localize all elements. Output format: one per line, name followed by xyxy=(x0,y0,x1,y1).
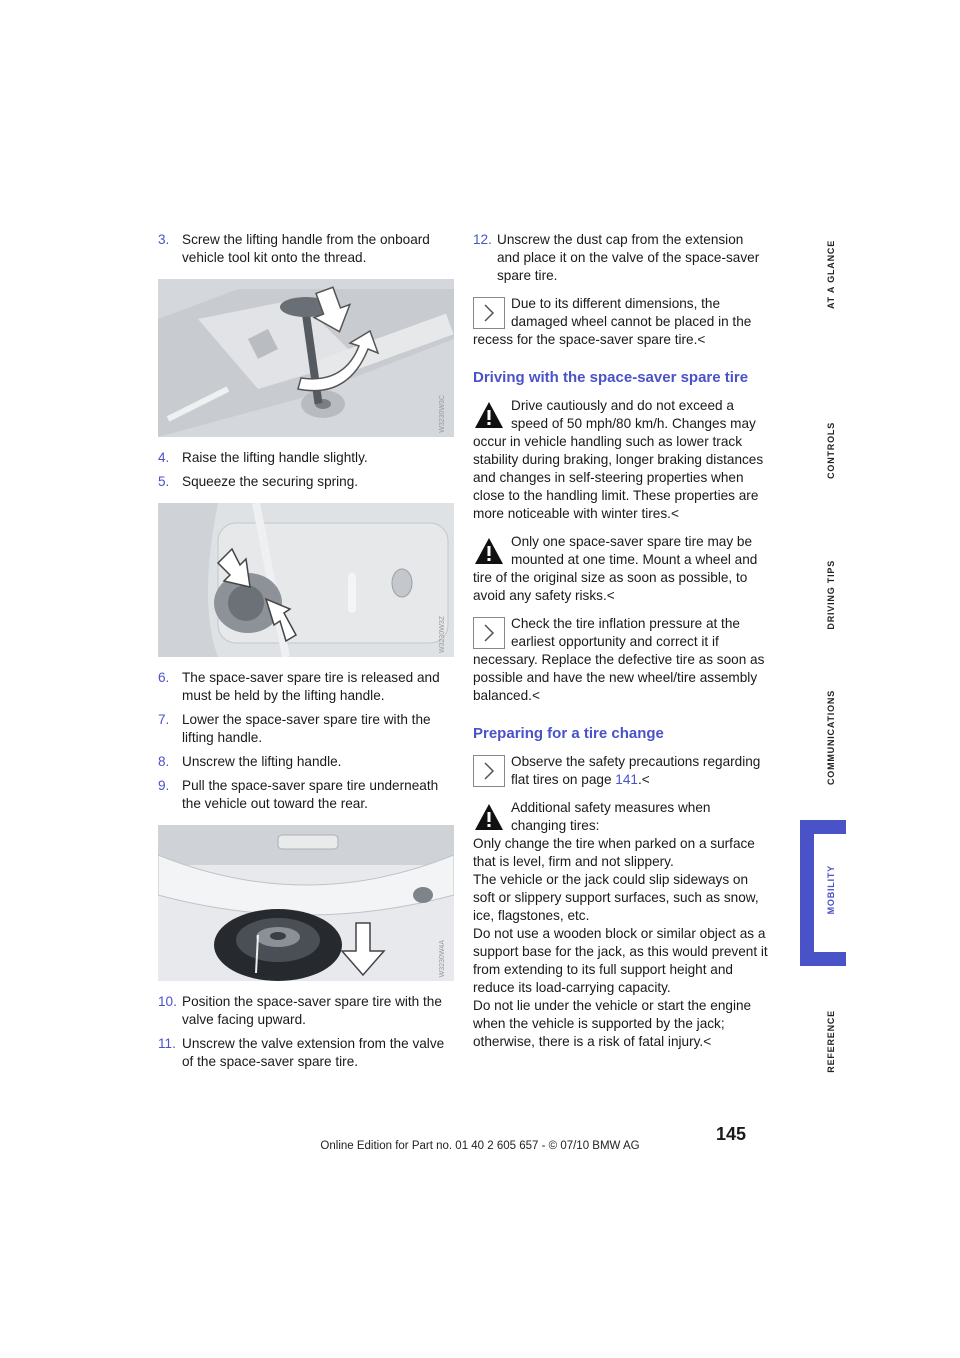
footer-edition: Online Edition for Part no. 01 40 2 605 657 - © 07/10 BMW AG xyxy=(320,1140,640,1152)
figure-lifting-handle xyxy=(158,279,454,437)
page-link[interactable]: 141 xyxy=(615,772,638,787)
end-mark: < xyxy=(641,772,650,787)
warning-speed xyxy=(473,397,769,523)
note-inflation xyxy=(473,615,769,705)
step-number: 10. xyxy=(158,994,177,1009)
note-icon xyxy=(473,755,505,787)
step-text: Pull the space-saver spare tire underneath the vehicle out toward the rear. xyxy=(182,778,439,811)
step-number: 3. xyxy=(158,232,170,247)
warning-line: Do not lie under the vehicle or start the engine when the vehicle is supported by the jack; otherwise, there is a risk of fatal injury. xyxy=(473,998,752,1049)
warning-one-spare xyxy=(473,533,769,605)
warning-icon xyxy=(473,399,505,431)
note-safety-precautions xyxy=(473,753,769,789)
step-text: Squeeze the securing spring. xyxy=(182,474,359,489)
step-10 xyxy=(158,993,454,1029)
active-tab-marker xyxy=(800,820,846,966)
step-5 xyxy=(158,473,454,491)
note-text: Observe the safety precautions regarding flat tires on page xyxy=(511,754,761,787)
figure-code: W3230W3Z xyxy=(439,616,446,653)
step-number: 8. xyxy=(158,754,170,769)
warning-icon xyxy=(473,801,505,833)
end-mark: < xyxy=(697,332,706,347)
tab-controls[interactable]: CONTROLS xyxy=(826,422,836,479)
step-number: 4. xyxy=(158,450,170,465)
step-text: Screw the lifting handle from the onboard vehicle tool kit onto the thread. xyxy=(182,232,430,265)
warning-text: Drive cautiously and do not exceed a speed of 50 mph/80 km/h. Changes may occur in vehicle handling such as lower track stability during braking, longer braking distances and changes in self-steering properties when close to the handling limit. These properties are more noticeable with winter tires. xyxy=(473,398,764,521)
end-mark: < xyxy=(670,506,679,521)
warning-line: Do not use a wooden block or similar object as a support base for the jack, as this would prevent it from extending to its full support height and reduce its load-carrying capacity. xyxy=(473,926,768,995)
heading-driving-spare: Driving with the space-saver spare tire xyxy=(473,369,749,386)
step-text: Unscrew the lifting handle. xyxy=(182,754,342,769)
step-number: 5. xyxy=(158,474,170,489)
step-number: 11. xyxy=(158,1036,176,1051)
note-text: Check the tire inflation pressure at the earliest opportunity and correct it if necessary. Replace the defective tire as soon as possible and have the new wheel/tire assembly balanced. xyxy=(473,616,765,703)
end-mark: < xyxy=(531,688,540,703)
step-text: The space-saver spare tire is released and must be held by the lifting handle. xyxy=(182,670,440,703)
step-7 xyxy=(158,711,454,747)
warning-line: The vehicle or the jack could slip sideways on soft or slippery support surfaces, such as snow, ice, flagstones, etc. xyxy=(473,872,759,923)
step-number: 9. xyxy=(158,778,170,793)
warning-line: Additional safety measures when changing tires: xyxy=(511,800,711,833)
step-text: Unscrew the valve extension from the valve of the space-saver spare tire. xyxy=(182,1036,445,1069)
step-text: Lower the space-saver spare tire with the lifting handle. xyxy=(182,712,431,745)
figure-spare-tire-under-vehicle xyxy=(158,825,454,981)
step-number: 6. xyxy=(158,670,170,685)
step-number: 12. xyxy=(473,232,492,247)
heading-preparing: Preparing for a tire change xyxy=(473,725,664,742)
warning-tire-change xyxy=(473,799,769,1051)
page-number: 145 xyxy=(716,1124,747,1144)
left-column xyxy=(158,231,454,1077)
note-punct: . xyxy=(637,772,642,787)
tab-at-a-glance[interactable]: AT A GLANCE xyxy=(826,240,836,309)
right-column xyxy=(473,231,769,1059)
step-text: Unscrew the dust cap from the extension and place it on the valve of the space-saver spare tire. xyxy=(497,232,760,283)
step-6 xyxy=(158,669,454,705)
figure-securing-spring xyxy=(158,503,454,657)
end-mark: < xyxy=(703,1034,712,1049)
tab-mobility[interactable]: MOBILITY xyxy=(826,865,836,915)
step-4 xyxy=(158,449,454,467)
step-text: Raise the lifting handle slightly. xyxy=(182,450,368,465)
chapter-sidebar xyxy=(790,0,870,1358)
note-damaged-wheel xyxy=(473,295,769,349)
tab-driving-tips[interactable]: DRIVING TIPS xyxy=(826,560,836,630)
warning-line: Only change the tire when parked on a surface that is level, firm and not slippery. xyxy=(473,836,755,869)
tab-communications[interactable]: COMMUNICATIONS xyxy=(826,690,836,786)
step-11 xyxy=(158,1035,454,1071)
note-icon xyxy=(473,617,505,649)
step-number: 7. xyxy=(158,712,170,727)
figure-code: W3230W4A xyxy=(439,939,446,977)
tab-reference[interactable]: REFERENCE xyxy=(826,1010,836,1073)
note-icon xyxy=(473,297,505,329)
step-9 xyxy=(158,777,454,813)
figure-code: W3230W3C xyxy=(439,395,446,433)
step-8 xyxy=(158,753,454,771)
note-text: Due to its different dimensions, the damaged wheel cannot be placed in the recess for the space-saver spare tire. xyxy=(473,296,752,347)
warning-icon xyxy=(473,535,505,567)
step-3 xyxy=(158,231,454,267)
end-mark: < xyxy=(606,588,615,603)
warning-text: Only one space-saver spare tire may be mounted at one time. Mount a wheel and tire of the original size as soon as possible, to avoid any safety risks. xyxy=(473,534,758,603)
step-text: Position the space-saver spare tire with the valve facing upward. xyxy=(182,994,442,1027)
step-12 xyxy=(473,231,769,285)
